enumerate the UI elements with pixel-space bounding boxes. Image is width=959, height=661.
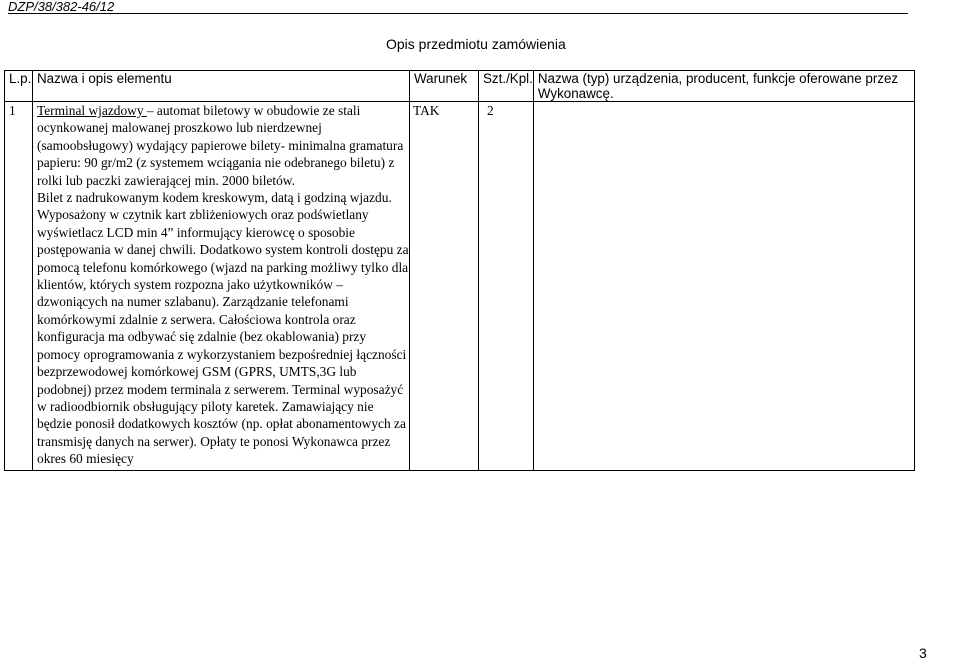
page-number: 3 bbox=[919, 645, 927, 661]
table-row bbox=[5, 102, 915, 471]
item-description-details: Bilet z nadrukowanym kodem kreskowym, datą i godziną wjazdu. Wyposażony w czytnik kart zbliżeniowych oraz podświetlany wyświetlacz LCD min 4” informujący kierowcę o sposobie postępowania w danej chwili. Dodatkowo system kontroli dostępu za pomocą telefonu komórkowego (wjazd na parking możliwy tylko dla klientów, których system rozpozna jako użytkowników – dzwoniących na numer szlabanu). Zarządzanie telefonami komórkowymi zdalnie z serwera. Całościowa kontrola oraz konfiguracja ma odbywać się zdalnie (bez okablowania) przy pomocy oprogramowania z wykorzystaniem bezpośredniej łączności bezprzewodowej komórkowej GSM (GPRS, UMTS,3G lub podobnej) przez modem terminala z serwerem. Terminal wyposażyć w radioodbiornik obsługujący piloty karetek. Zamawiający nie będzie ponosił dodatkowych kosztów (np. opłat abonamentowych za transmisję danych na serwer). Opłaty te ponosi Wykonawca przez okres 60 miesięcy bbox=[37, 190, 409, 467]
column-header-lp: L.p. bbox=[5, 71, 33, 102]
document-title: Opis przedmiotu zamówienia bbox=[386, 36, 566, 52]
document-reference: DZP/38/382-46/12 bbox=[8, 0, 115, 14]
row-description: Terminal wjazdowy – automat biletowy w obudowie ze stali ocynkowanej malowanej proszkowo lub nierdzewnej (samoobsługowy) wydający papierowe bilety- minimalna gramatura papieru: 90 gr/m2 (z systemem wciągania nie odebranego biletu) z rolki lub paczki zawierającej min. 2000 biletów. Bilet z nadrukowanym kodem kreskowym, datą i godziną wjazdu. Wyposażony w czytnik kart zbliżeniowych oraz podświetlany wyświetlacz LCD min 4” informujący kierowcę o sposobie postępowania w danej chwili. Dodatkowo system kontroli dostępu za pomocą telefonu komórkowego (wjazd na parking możliwy tylko dla klientów, których system rozpozna jako użytkowników – dzwoniących na numer szlabanu). Zarządzanie telefonami komórkowymi zdalnie z serwera. Całościowa kontrola oraz konfiguracja ma odbywać się zdalnie (bez okablowania) przy pomocy oprogramowania z wykorzystaniem bezpośredniej łączności bezprzewodowej komórkowej GSM (GPRS, UMTS,3G lub podobnej) przez modem terminala z serwerem. Terminal wyposażyć w radioodbiornik obsługujący piloty karetek. Zamawiający nie będzie ponosił dodatkowych kosztów (np. opłat abonamentowych za transmisję danych na serwer). Opłaty te ponosi Wykonawca przez okres 60 miesięcy bbox=[33, 102, 410, 471]
table-header-row bbox=[5, 71, 915, 102]
row-condition: TAK bbox=[410, 102, 479, 471]
column-header-condition: Warunek bbox=[410, 71, 479, 102]
row-offered-device bbox=[533, 102, 914, 471]
item-description-body: automat biletowy w obudowie ze stali ocynkowanej malowanej proszkowo lub nierdzewnej (samoobsługowy) wydający papierowe bilety- minimalna gramatura papieru: 90 gr/m2 (z systemem wciągania nie odebranego biletu) z rolki lub paczki zawierającej min. 2000 biletów. bbox=[37, 103, 404, 188]
row-number: 1 bbox=[5, 102, 33, 471]
column-header-name-description: Nazwa i opis elementu bbox=[33, 71, 410, 102]
column-header-offered-device: Nazwa (typ) urządzenia, producent, funkcje oferowane przez Wykonawcę. bbox=[533, 71, 914, 102]
column-header-quantity: Szt./Kpl. bbox=[479, 71, 534, 102]
item-title: Terminal wjazdowy bbox=[37, 103, 147, 118]
specification-table bbox=[4, 70, 915, 471]
header-divider bbox=[8, 13, 908, 14]
row-quantity: 2 bbox=[479, 102, 534, 471]
